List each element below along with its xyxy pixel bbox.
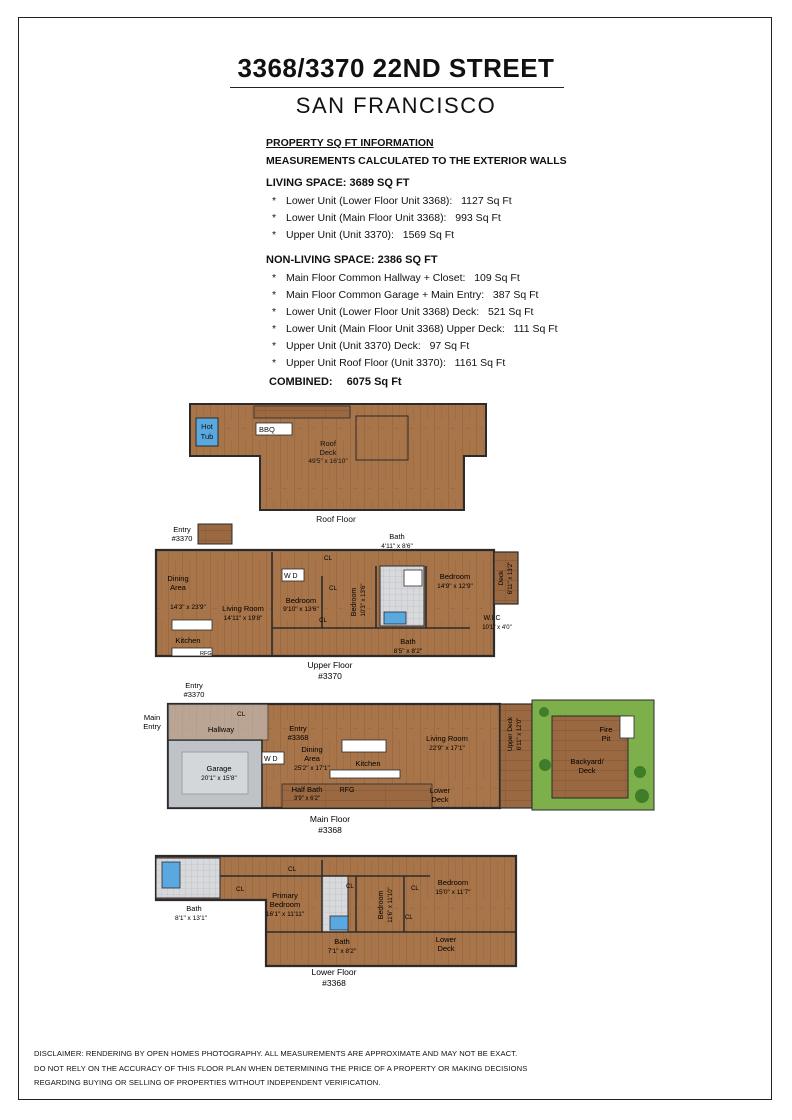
lower-floor-plan (156, 856, 516, 988)
main-entry-label-2: Entry (143, 722, 161, 731)
upper-bedroom2-label: Bedroom (351, 587, 358, 617)
disclaimer (34, 1047, 527, 1091)
main-fire-pit-label-2: Pit (601, 734, 611, 743)
main-lower-deck-label-2: Deck (431, 795, 449, 804)
main-cl-label: CL (237, 711, 246, 718)
upper-dining-dim: 14'3" x 23'9" (170, 604, 206, 611)
lower-bath-dim: 8'1" x 13'1" (174, 915, 208, 922)
list-item: * Upper Unit Roof Floor (Unit 3370): 1161 Sq Ft (272, 357, 506, 369)
main-backyard-label-1: Backyard/ (570, 757, 604, 766)
lower-cl-label-5: CL (411, 886, 419, 892)
lower-floor-caption-2: #3368 (322, 978, 346, 988)
list-item: * Lower Unit (Lower Floor Unit 3368): 1127 Sq Ft (272, 195, 512, 207)
main-living-dim: 22'9" x 17'1" (429, 745, 465, 752)
tub-icon (404, 570, 422, 586)
upper-floor-caption-2: #3370 (318, 671, 342, 681)
hot-tub-label-2: Tub (200, 432, 214, 441)
page-subtitle: SAN FRANCISCO (295, 93, 497, 118)
list-item: * Upper Unit (Unit 3370) Deck: 97 Sq Ft (272, 340, 470, 352)
main-backyard-label-2: Deck (578, 766, 596, 775)
main-dining-label-2: Area (304, 754, 320, 763)
main-floor-plan (143, 681, 654, 835)
roof-floor-plan (190, 404, 486, 524)
upper-dining-label-1: Dining (167, 574, 189, 583)
upper-kitchen-label: Kitchen (175, 636, 201, 645)
upper-cl-label-1: CL (323, 555, 333, 562)
list-item: * Main Floor Common Hallway + Closet: 109 Sq Ft (272, 272, 520, 284)
main-kitchen-label: Kitchen (355, 759, 381, 768)
lower-shower-icon (162, 862, 180, 888)
list-item: * Lower Unit (Lower Floor Unit 3368) Deck: 521 Sq Ft (272, 306, 534, 318)
living-space-title: LIVING SPACE: 3689 SQ FT (266, 177, 410, 189)
lower-bedroom2-label: Bedroom (378, 890, 385, 920)
main-garage-dim: 20'1" x 15'8" (201, 775, 237, 782)
upper-bath-top-label: Bath (389, 532, 405, 541)
main-living-label: Living Room (426, 734, 468, 743)
upper-living-label: Living Room (222, 604, 264, 613)
upper-entry-label-2: #3370 (171, 534, 193, 543)
lower-deck-label-2: Deck (437, 944, 455, 953)
disclaimer-line-3: REGARDING BUYING OR SELLING OF PROPERTIES WITHOUT INDEPENDENT VERIFICATION. (34, 1078, 381, 1087)
upper-deck-dim: 6'11" x 13'2" (508, 561, 514, 595)
upper-cl-label-2: CL (329, 586, 337, 592)
upper-deck-label: Deck (498, 570, 505, 586)
list-item: * Main Floor Common Garage + Main Entry: 387 Sq Ft (272, 289, 539, 301)
lower-primary-label-2: Bedroom (269, 900, 301, 909)
combined-total: COMBINED: 6075 Sq Ft (269, 376, 402, 388)
kitchen-island-icon (172, 620, 212, 630)
upper-wd-label: W D (284, 573, 298, 580)
lower-bedroom3-dim: 15'0" x 11'7" (435, 889, 471, 896)
main-upper-deck-dim: 6'11" x 12'0" (517, 717, 523, 751)
info-heading: PROPERTY SQ FT INFORMATION (266, 137, 434, 149)
roof-deck-label-1: Roof (320, 439, 336, 448)
main-half-bath-label: Half Bath (291, 785, 323, 794)
lower-cl-label-4: CL (405, 915, 413, 921)
upper-floor-plan (156, 524, 518, 681)
lower-bath2-label: Bath (334, 937, 350, 946)
main-hallway-label: Hallway (207, 725, 235, 734)
lower-deck-label-1: Lower (435, 935, 457, 944)
hot-tub-label-1: Hot (201, 422, 213, 431)
info-note: MEASUREMENTS CALCULATED TO THE EXTERIOR WALLS (266, 155, 567, 167)
main-dining-dim: 25'2" x 17'1" (294, 765, 330, 772)
upper-bedroom3-label: Bedroom (439, 572, 471, 581)
upper-cl-label-3: CL (319, 618, 327, 624)
lower-primary-label-1: Primary (272, 891, 298, 900)
main-entry-label-1: Main (143, 713, 161, 722)
main-lower-deck-label-1: Lower (429, 786, 451, 795)
fire-pit-icon (620, 716, 634, 738)
main-entry3370-label-1: Entry (185, 681, 203, 690)
roof-floor-caption: Roof Floor (316, 514, 356, 524)
upper-bedroom1-label: Bedroom (285, 596, 317, 605)
bbq-label: BBQ (259, 425, 275, 434)
lower-bath2-dim: 7'1" x 8'2" (327, 948, 357, 955)
main-floor-caption-2: #3368 (318, 825, 342, 835)
main-fire-pit-label-1: Fire (599, 725, 613, 734)
upper-wic-label: W.I.C (483, 615, 501, 622)
lower-primary-dim: 16'1" x 11'11" (265, 911, 305, 918)
main-rfg-label: RFG (339, 787, 355, 794)
lower-cl-label-1: CL (288, 866, 297, 873)
main-entry3368-label-2: #3368 (287, 733, 309, 742)
list-item: * Lower Unit (Main Floor Unit 3368): 993 Sq Ft (272, 212, 501, 224)
disclaimer-line-1: DISCLAIMER: RENDERING BY OPEN HOMES PHOTOGRAPHY. ALL MEASUREMENTS ARE APPROXIMATE AND MAY NOT BE EXACT. (34, 1049, 518, 1058)
non-living-space-title: NON-LIVING SPACE: 2386 SQ FT (266, 254, 438, 266)
lower-bedroom3-label: Bedroom (437, 878, 469, 887)
upper-living-dim: 14'11" x 19'8" (223, 615, 263, 622)
lower-cl-label-3: CL (346, 884, 354, 890)
main-half-bath-dim: 3'9" x 6'2" (293, 796, 321, 802)
main-wd-label: W D (264, 756, 278, 763)
disclaimer-line-2: DO NOT RELY ON THE ACCURACY OF THIS FLOOR PLAN WHEN DETERMINING THE PRICE OF A PROPERTY OR MAKING DECISIONS (34, 1063, 528, 1073)
upper-bath-top-dim: 4'11" x 8'6" (381, 543, 413, 550)
upper-dining-label-2: Area (170, 583, 186, 592)
main-upper-deck-label: Upper Deck (507, 716, 514, 752)
roof-deck-label-2: Deck (319, 448, 337, 457)
upper-bath-bottom-label: Bath (400, 637, 416, 646)
main-kitchen-island-icon (342, 740, 386, 752)
upper-wic-dim: 10'1" x 4'0" (482, 625, 512, 631)
upper-entry-label-1: Entry (173, 525, 191, 534)
roof-deck-dim: 49'5" x 16'10" (308, 458, 348, 465)
upper-floor-caption-1: Upper Floor (307, 660, 353, 670)
main-garage-label: Garage (206, 764, 232, 773)
list-item: * Lower Unit (Main Floor Unit 3368) Upper Deck: 111 Sq Ft (272, 323, 558, 335)
upper-bath-bottom-dim: 8'5" x 8'2" (393, 648, 423, 655)
upper-bedroom3-dim: 14'9" x 12'9" (437, 583, 473, 590)
shower-icon (384, 612, 406, 624)
lower-floor-caption-1: Lower Floor (311, 967, 357, 977)
list-item: * Upper Unit (Unit 3370): 1569 Sq Ft (272, 229, 455, 241)
lower-cl-label-2: CL (236, 886, 245, 893)
upper-bedroom2-dim: 10'3" x 13'6" (361, 583, 367, 617)
upper-rfg-label: RFG (200, 651, 212, 657)
lower-bedroom2-dim: 11'6" x 11'10" (388, 887, 394, 923)
lower-bath-label: Bath (186, 904, 202, 913)
main-dining-label-1: Dining (301, 745, 323, 754)
main-entry3370-label-2: #3370 (183, 690, 205, 699)
main-entry3368-label-1: Entry (289, 724, 307, 733)
page-title: 3368/3370 22ND STREET (237, 53, 555, 83)
upper-bedroom1-dim: 9'10" x 13'6" (283, 606, 319, 613)
main-floor-caption-1: Main Floor (309, 814, 351, 824)
